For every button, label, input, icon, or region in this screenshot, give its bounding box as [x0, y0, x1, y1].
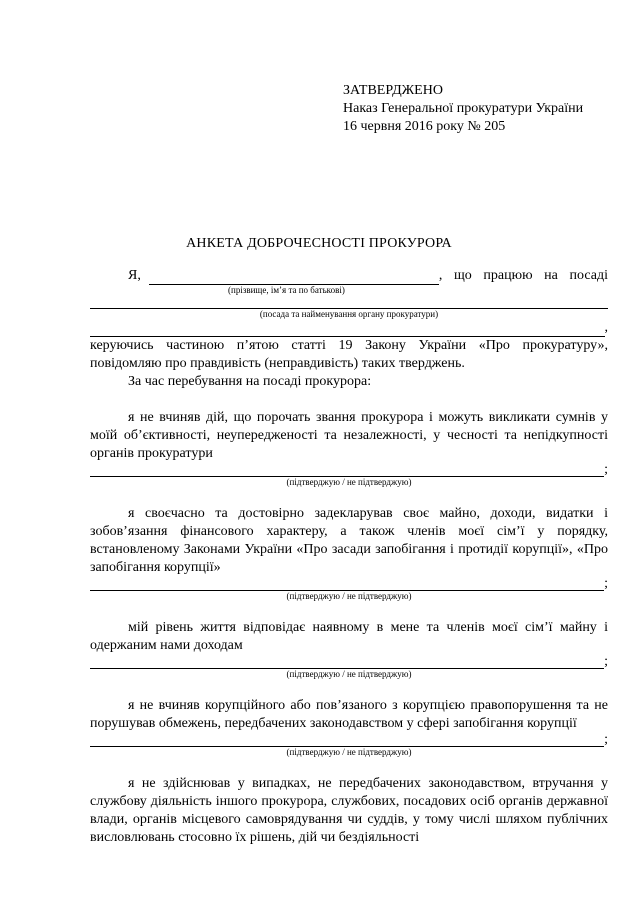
- confirm-line: [90, 655, 608, 669]
- statement-block-2: [90, 505, 608, 601]
- approval-stamp: [343, 82, 628, 136]
- statement-text: я не вчиняв корупційного або пов’язаного з корупцією правопорушення та не порушував обмежень, передбачених законодавством у сфері запобігання корупції: [90, 698, 608, 731]
- confirm-hint: (підтверджую / не підтверджую): [286, 477, 412, 487]
- name-line: [90, 267, 608, 285]
- approved-label: ЗАТВЕРДЖЕНО: [343, 83, 443, 98]
- statement-block-1: [90, 409, 608, 487]
- i-prefix: Я,: [128, 268, 141, 283]
- confirm-field[interactable]: [90, 578, 604, 591]
- document-title: АНКЕТА ДОБРОЧЕСНОСТІ ПРОКУРОРА: [186, 236, 452, 251]
- order-reference: Наказ Генеральної прокуратури України: [343, 101, 584, 116]
- confirm-hint: (підтверджую / не підтверджую): [286, 747, 412, 757]
- position-line-1: [90, 295, 608, 309]
- statement-text: я не вчиняв дій, що порочать звання прокурора і можуть викликати сумнів у моїй об’єктивності, неупередженості та незалежності, у чесності та непідкупності органів прокуратури: [90, 410, 608, 461]
- statement-intro: керуючись частиною п’ятою статті 19 Закону України «Про прокуратуру», повідомляю про правдивість (неправдивість) таких тверджень.: [90, 338, 608, 371]
- position-hint: (посада та найменування органу прокуратури): [259, 309, 439, 319]
- confirm-field[interactable]: [90, 464, 604, 477]
- confirm-line: [90, 463, 608, 477]
- i-suffix: , що працюю на посаді: [438, 268, 608, 283]
- position-field-2[interactable]: [90, 323, 605, 337]
- statement-block-4: [90, 697, 608, 757]
- statement-text: я не здійснював у випадках, не передбачених законодавством, втручання у службову діяльність іншого прокурора, службових, посадових осіб органів державної влади, органів місцевого самоврядування чи суддів, у тому числі шляхом публічних висловлювань стосовно їх рішень, дій чи бездіяльності: [90, 776, 608, 845]
- form-body: [90, 267, 608, 847]
- confirm-hint: (підтверджую / не підтверджую): [286, 669, 412, 679]
- name-hint: (прізвище, ім’я та по батькові): [228, 285, 345, 295]
- semicolon: ;: [604, 654, 608, 669]
- position-line-2: [90, 319, 608, 337]
- confirm-line: [90, 733, 608, 747]
- order-date: 16 червня 2016 року № 205: [343, 119, 506, 134]
- confirm-line: [90, 577, 608, 591]
- period-label: За час перебування на посаді прокурора:: [128, 374, 372, 389]
- position-end: ,: [604, 320, 608, 335]
- semicolon: ;: [604, 462, 608, 477]
- position-field-1[interactable]: [90, 295, 608, 309]
- confirm-field[interactable]: [90, 656, 604, 669]
- confirm-field[interactable]: [90, 734, 604, 747]
- semicolon: ;: [604, 576, 608, 591]
- statement-text: я своєчасно та достовірно задекларував своє майно, доходи, видатки і зобов’язання фінансового характеру, а також членів моєї сім’ї у порядку, встановленому Законами України «Про засади запобігання і протидії корупції», «Про запобігання корупції»: [90, 506, 608, 575]
- statement-text: мій рівень життя відповідає наявному в мене та членів моєї сім’ї майну і одержаним нами доходам: [90, 620, 608, 653]
- name-field[interactable]: [149, 271, 439, 285]
- confirm-hint: (підтверджую / не підтверджую): [286, 591, 412, 601]
- semicolon: ;: [604, 732, 608, 747]
- statement-block-5: [90, 775, 608, 847]
- statement-block-3: [90, 619, 608, 679]
